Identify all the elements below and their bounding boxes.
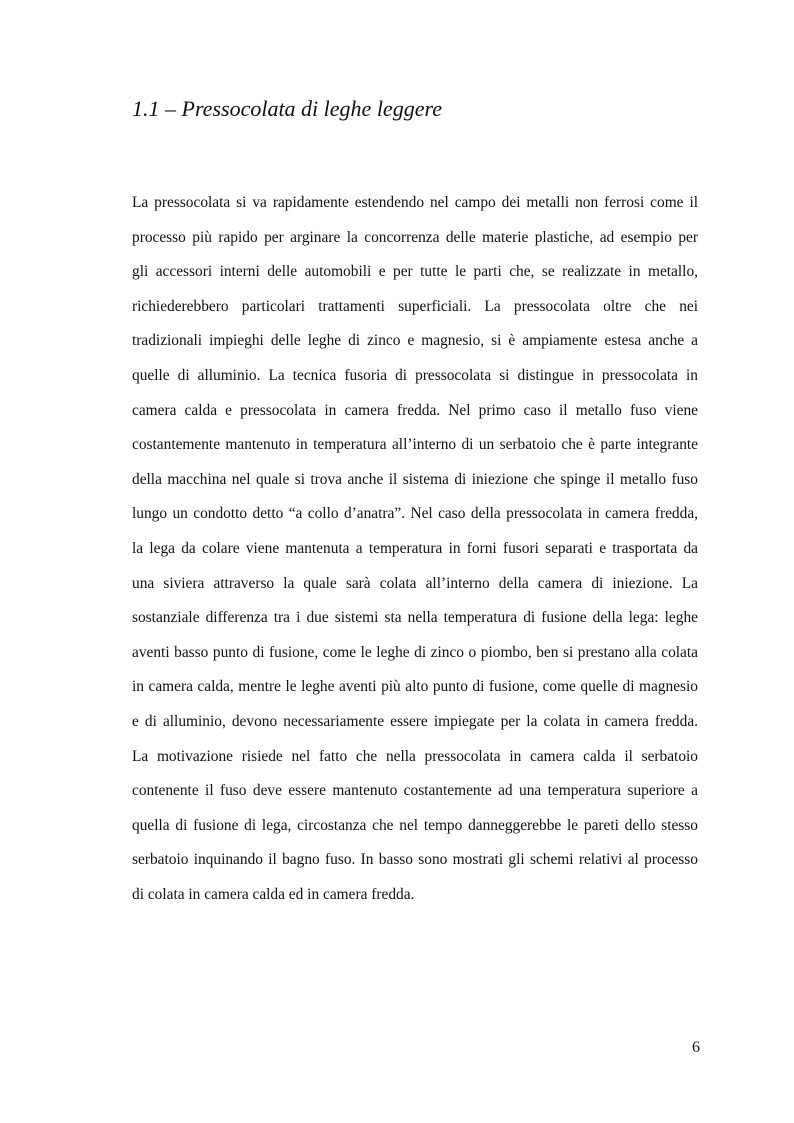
- paragraph-line: e di alluminio, devono necessariamente essere impiegate per la colata in camera fredda.: [132, 712, 698, 730]
- paragraph-line: aventi basso punto di fusione, come le leghe di zinco o piombo, ben si prestano alla colata: [132, 643, 698, 661]
- paragraph-line: serbatoio inquinando il bagno fuso. In basso sono mostrati gli schemi relativi al processo: [132, 851, 698, 869]
- paragraph-line: La pressocolata si va rapidamente estendendo nel campo dei metalli non ferrosi come il: [132, 194, 698, 211]
- paragraph-line: tradizionali impieghi delle leghe di zinco e magnesio, si è ampiamente estesa anche a: [132, 332, 698, 350]
- paragraph-line: contenente il fuso deve essere mantenuto costantemente ad una temperatura superiore a: [132, 782, 698, 800]
- section-heading: 1.1 – Pressocolata di leghe leggere: [132, 96, 442, 121]
- paragraph-line: lungo un condotto detto “a collo d’anatra”. Nel caso della pressocolata in camera fredda,: [132, 505, 698, 523]
- paragraph-line: La motivazione risiede nel fatto che nella pressocolata in camera calda il serbatoio: [132, 747, 698, 765]
- paragraph-line: sostanziale differenza tra i due sistemi sta nella temperatura di fusione della lega: leghe: [132, 609, 698, 627]
- paragraph-line: della macchina nel quale si trova anche il sistema di iniezione che spinge il metallo fuso: [132, 470, 698, 488]
- paragraph-line: quelle di alluminio. La tecnica fusoria di pressocolata si distingue in pressocolata in: [132, 366, 698, 384]
- paragraph-line: gli accessori interni delle automobili e per tutte le parti che, se realizzate in metallo,: [132, 263, 698, 281]
- paragraph-line: processo più rapido per arginare la concorrenza delle materie plastiche, ad esempio per: [132, 228, 698, 246]
- paragraph-line: la lega da colare viene mantenuta a temperatura in forni fusori separati e trasportata da: [132, 539, 698, 557]
- paragraph-line: camera calda e pressocolata in camera fredda. Nel primo caso il metallo fuso viene: [132, 401, 698, 419]
- paragraph-line: in camera calda, mentre le leghe aventi più alto punto di fusione, come quelle di magnesio: [132, 678, 698, 696]
- body-paragraph: [132, 186, 698, 912]
- paragraph-line: una siviera attraverso la quale sarà colata all’interno della camera di iniezione. La: [132, 574, 698, 592]
- paragraph-line: quella di fusione di lega, circostanza che nel tempo danneggerebbe le pareti dello stesso: [132, 816, 698, 834]
- paragraph-line: richiederebbero particolari trattamenti superficiali. La pressocolata oltre che nei: [132, 297, 698, 315]
- paragraph-line: di colata in camera calda ed in camera fredda.: [132, 885, 415, 903]
- paragraph-line: costantemente mantenuto in temperatura all’interno di un serbatoio che è parte integrante: [132, 436, 698, 454]
- page-number: 6: [692, 1039, 700, 1056]
